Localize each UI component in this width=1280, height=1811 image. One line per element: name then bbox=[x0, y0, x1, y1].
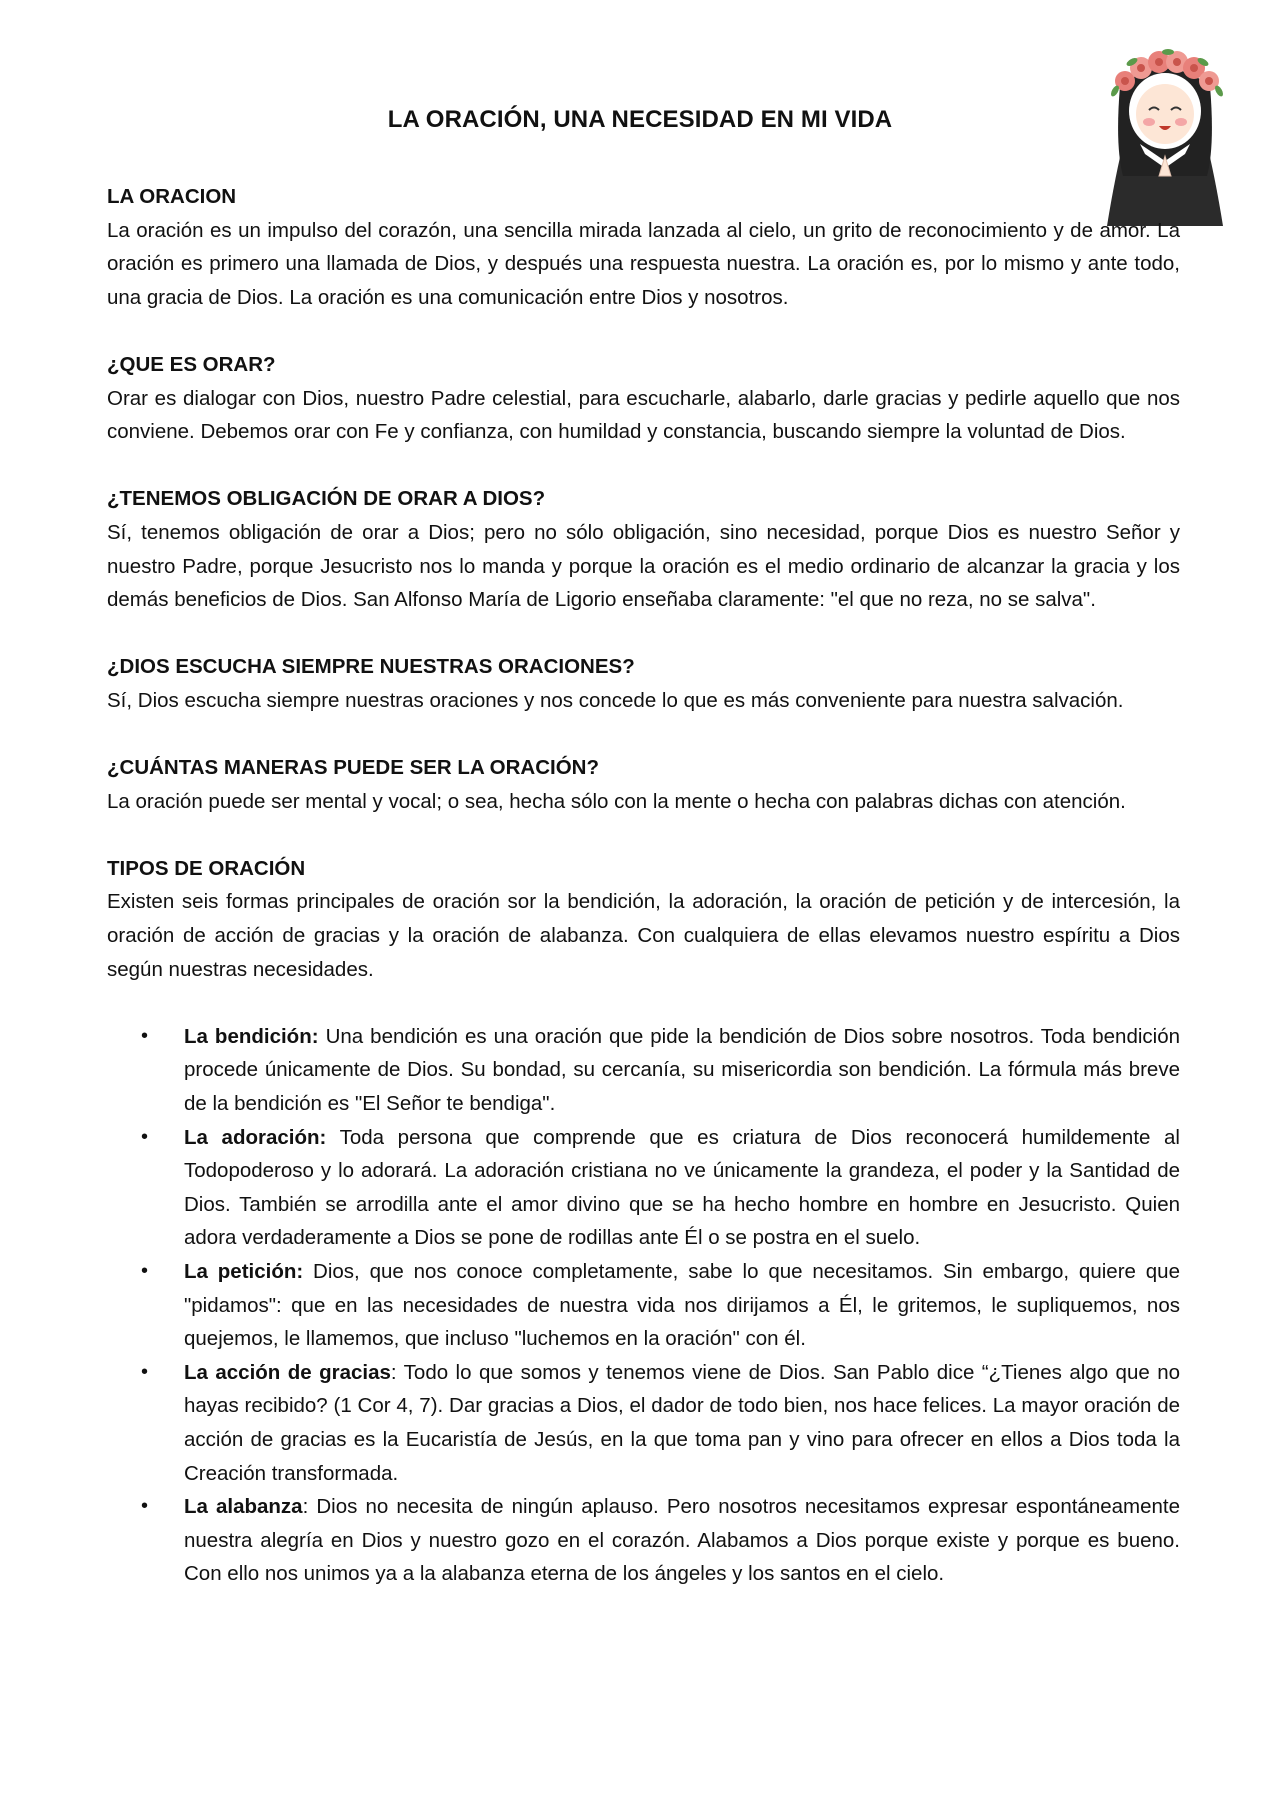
section-que-es-orar bbox=[107, 348, 1180, 449]
section-tipos-de-oracion bbox=[107, 852, 1180, 986]
list-item bbox=[141, 1356, 1180, 1490]
page-title: LA ORACIÓN, UNA NECESIDAD EN MI VIDA bbox=[387, 106, 893, 133]
section-heading: ¿DIOS ESCUCHA SIEMPRE NUESTRAS ORACIONES? bbox=[107, 655, 635, 679]
list-item-term: La bendición: bbox=[184, 1024, 319, 1048]
section-maneras-de-oracion bbox=[107, 751, 1180, 818]
list-item-text: : Dios no necesita de ningún aplauso. Pero nosotros necesitamos expresar espontáneamente nuestra alegría en Dios y nuestro gozo en el corazón. Alabamos a Dios porque existe y porque es bueno. Con ello nos unimos ya a la alabanza eterna de los ángeles y los santos en el cielo. bbox=[184, 1495, 1180, 1586]
bullet-icon: • bbox=[141, 1260, 149, 1282]
list-item-text: Una bendición es una oración que pide la bendición de Dios sobre nosotros. Toda bendición procede únicamente de Dios. Su bondad, su cercanía, su misericordia son bendición. La fórmula más breve de la bendición es "El Señor te bendiga". bbox=[184, 1024, 1181, 1116]
list-item-term: La alabanza bbox=[184, 1495, 303, 1519]
list-item-term: La acción de gracias bbox=[184, 1360, 391, 1384]
bullet-icon: • bbox=[141, 1024, 149, 1047]
list-item bbox=[141, 1255, 1180, 1356]
section-heading: TIPOS DE ORACIÓN bbox=[107, 856, 306, 880]
section-heading: ¿TENEMOS OBLIGACIÓN DE ORAR A DIOS? bbox=[107, 487, 546, 511]
bullet-icon: • bbox=[141, 1495, 149, 1518]
section-dios-escucha bbox=[107, 650, 1180, 717]
list-item bbox=[141, 1020, 1181, 1121]
section-paragraph: Existen seis formas principales de oración sor la bendición, la adoración, la oración de petición y de intercesión, la oración de acción de gracias y la oración de alabanza. Con cualquiera de ellas elevamos nuestro espíritu a Dios según nuestras necesidades. bbox=[107, 890, 1180, 981]
section-heading: ¿CUÁNTAS MANERAS PUEDE SER LA ORACIÓN? bbox=[107, 756, 600, 780]
prayer-types-list bbox=[107, 1020, 1180, 1591]
section-paragraph: Sí, Dios escucha siempre nuestras oraciones y nos concede lo que es más conveniente para nuestra salvación. bbox=[107, 688, 1124, 712]
list-item-text: : Todo lo que somos y tenemos viene de Dios. San Pablo dice “¿Tienes algo que no hayas recibido? (1 Cor 4, 7). Dar gracias a Dios, el dador de todo bien, nos hace felices. La mayor oración de acción de gracias es la Eucaristía de Jesús, en la que toma pan y vino para ofrecer en ellos a Dios toda la Creación transformada. bbox=[184, 1360, 1180, 1485]
section-heading: ¿QUE ES ORAR? bbox=[107, 352, 276, 376]
list-item-text: Toda persona que comprende que es criatura de Dios reconocerá humildemente al Todopoderoso y lo adorará. La adoración cristiana no ve únicamente la grandeza, el poder y la Santidad de Dios. También se arrodilla ante el amor divino que se ha hecho hombre en hombre en Jesucristo. Quien adora verdaderamente a Dios se pone de rodillas ante Él o se postra en el suelo. bbox=[184, 1125, 1180, 1250]
list-item bbox=[141, 1490, 1180, 1591]
section-heading: LA ORACION bbox=[107, 185, 237, 208]
list-item bbox=[141, 1121, 1180, 1255]
section-paragraph: Orar es dialogar con Dios, nuestro Padre celestial, para escucharle, alabarlo, darle gracias y pedirle aquello que nos conviene. Debemos orar con Fe y confianza, con humildad y constancia, buscando siempre la voluntad de Dios. bbox=[107, 386, 1180, 444]
list-item-term: La adoración: bbox=[184, 1125, 327, 1149]
section-paragraph: La oración puede ser mental y vocal; o sea, hecha sólo con la mente o hecha con palabras dichas con atención. bbox=[107, 789, 1126, 813]
section-paragraph: La oración es un impulso del corazón, una sencilla mirada lanzada al cielo, un grito de reconocimiento y de amor. La oración es primero una llamada de Dios, y después una respuesta nuestra. La oración es, por lo mismo y ante todo, una gracia de Dios. La oración es una comunicación entre Dios y nosotros. bbox=[107, 218, 1180, 309]
list-item-text: Dios, que nos conoce completamente, sabe lo que necesitamos. Sin embargo, quiere que "pidamos": que en las necesidades de nuestra vida nos dirijamos a Él, le gritemos, le supliquemos, nos quejemos, le llamemos, que incluso "luchemos en la oración" con él. bbox=[184, 1260, 1180, 1351]
document-body bbox=[107, 180, 1180, 1591]
section-paragraph: Sí, tenemos obligación de orar a Dios; pero no sólo obligación, sino necesidad, porque Dios es nuestro Señor y nuestro Padre, porque Jesucristo nos lo manda y porque la oración es el medio ordinario de alcanzar la gracia y los demás beneficios de Dios. San Alfonso María de Ligorio enseñaba claramente: "el que no reza, no se salva". bbox=[107, 520, 1180, 612]
bullet-icon: • bbox=[141, 1360, 149, 1383]
section-obligacion-de-orar bbox=[107, 482, 1180, 616]
section-la-oracion bbox=[107, 180, 1180, 314]
list-item-term: La petición: bbox=[184, 1260, 304, 1283]
bullet-icon: • bbox=[141, 1125, 149, 1148]
